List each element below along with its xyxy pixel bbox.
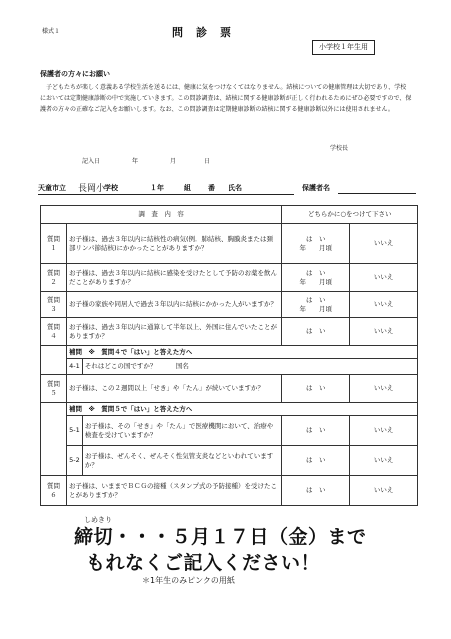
q1-label: 質問 １ xyxy=(41,224,67,264)
q3-yes-cell[interactable] xyxy=(282,292,350,318)
q4-yes[interactable]: は い xyxy=(282,318,350,346)
table-row xyxy=(41,318,418,346)
year-label: 年 xyxy=(132,158,139,165)
note-text: ＊1年生のみピンクの用紙 xyxy=(142,576,235,585)
sup5-2-label: 5-2 xyxy=(66,446,82,476)
q2-yes: は い xyxy=(305,268,326,277)
table-row xyxy=(41,416,418,446)
q1-yes: は い xyxy=(305,234,326,243)
q3-yes: は い xyxy=(305,295,326,304)
month-label: 月 xyxy=(170,158,177,165)
q1-when: 年 月頃 xyxy=(299,243,332,252)
class-label: 組 xyxy=(184,184,191,192)
q3-text: お子様の家族や同居人で過去３年以内に結核にかかった人がいますか？ xyxy=(66,292,281,318)
table-row xyxy=(41,446,418,476)
header-content: 調 査 内 容 xyxy=(41,206,282,224)
number-label: 番 xyxy=(208,184,215,192)
q1-yes-cell[interactable] xyxy=(282,224,350,264)
q1-no[interactable]: いいえ xyxy=(350,224,418,264)
greeting-body: 子どもたちが楽しく意義ある学校生活を送るには、健康に気をつけなくてはなりません。結核についての健康管理は大切であり、学校においては定期健康診断の中で実施していきます。この問診調査は、結核に関する健康診断が正しく行われるためにぜひ必要ですので、保護者の方々の正確なご記入をお願いします。なお、この問診調査は定期健康診断の結核に関する健康診断以外には使用されません。 xyxy=(40,84,412,113)
q4-no[interactable]: いいえ xyxy=(350,318,418,346)
q6-text: お子様は、いままでＢＣＧの接種（スタンプ式の予防接種）を受けたことがありますか？ xyxy=(66,476,281,506)
student-line xyxy=(38,194,294,195)
deadline-text: 締切・・・５月１７日（金）まで xyxy=(74,526,367,548)
request-text: もれなくご記入ください！ xyxy=(86,552,321,574)
sup4-heading: 補問 ※ 質問４で「はい」と答えた方へ xyxy=(66,346,417,359)
sup5-2-no[interactable]: いいえ xyxy=(350,446,418,476)
table-row xyxy=(41,359,418,375)
guardian-name-line xyxy=(338,193,416,194)
q6-label: 質問 ６ xyxy=(41,476,67,506)
table-row xyxy=(41,292,418,318)
sup4-1-text[interactable]: それはどこの国ですか？ 国名 xyxy=(82,359,417,375)
q2-no[interactable]: いいえ xyxy=(350,264,418,292)
sup5-heading: 補問 ※ 質問５で「はい」と答えた方へ xyxy=(66,403,417,416)
q6-yes[interactable]: は い xyxy=(282,476,350,506)
q3-when: 年 月頃 xyxy=(299,304,332,313)
sup5-1-text: お子様は、その「せき」や「たん」で医療機関において、治療や検査を受けていますか？ xyxy=(82,416,281,446)
q6-no[interactable]: いいえ xyxy=(350,476,418,506)
sup4-1-label: 4-1 xyxy=(66,359,82,375)
grade-label: １年 xyxy=(150,184,164,192)
q4-label: 質問 ４ xyxy=(41,318,67,346)
city-label: 天童市立 xyxy=(38,184,66,192)
sup5-2-text: お子様は、ぜんそく、ぜんそく性気管支炎などといわれていますか？ xyxy=(82,446,281,476)
table-row xyxy=(41,346,418,359)
sup5-2-yes[interactable]: は い xyxy=(282,446,350,476)
grade-box: 小学校１年生用 xyxy=(312,40,375,55)
date-label: 記入日 xyxy=(82,158,101,165)
day-label: 日 xyxy=(204,158,211,165)
q5-label: 質問 ５ xyxy=(41,375,67,403)
q3-label: 質問 ３ xyxy=(41,292,67,318)
header-answer: どちらかに○をつけて下さい xyxy=(282,206,418,224)
sup5-1-label: 5-1 xyxy=(66,416,82,446)
page-title: 問 診 票 xyxy=(172,26,232,39)
form-number: 様式１ xyxy=(42,28,61,35)
q2-text: お子様は、過去３年以内に結核に感染を受けたとして予防のお薬を飲んだことがありますか？ xyxy=(66,264,281,292)
q3-no[interactable]: いいえ xyxy=(350,292,418,318)
school-suffix: 学校 xyxy=(104,184,118,192)
table-row xyxy=(41,224,418,264)
q5-no[interactable]: いいえ xyxy=(350,375,418,403)
sup5-1-yes[interactable]: は い xyxy=(282,416,350,446)
school-name: 長岡小 xyxy=(78,184,106,194)
greeting-heading: 保護者の方々にお願い xyxy=(40,70,110,78)
q5-yes[interactable]: は い xyxy=(282,375,350,403)
table-row xyxy=(41,264,418,292)
q1-text: お子様は、過去３年以内に結核性の病気(例．肺結核、胸膜炎または頚部リンパ節結核)にかかったことがありますか？ xyxy=(66,224,281,264)
table-row xyxy=(41,375,418,403)
deadline-ruby: しめきり xyxy=(84,516,112,524)
table-row xyxy=(41,403,418,416)
sup5-1-no[interactable]: いいえ xyxy=(350,416,418,446)
questionnaire-table xyxy=(40,205,418,506)
student-name-label: 氏名 xyxy=(228,184,242,192)
q4-text: お子様は、過去３年以内に通算して半年以上、外国に住んでいたことがありますか？ xyxy=(66,318,281,346)
table-row xyxy=(41,476,418,506)
q2-when: 年 月頃 xyxy=(299,277,332,286)
q2-yes-cell[interactable] xyxy=(282,264,350,292)
q5-text: お子様は、この２週間以上「せき」や「たん」が続いていますか？ xyxy=(66,375,281,403)
guardian-name-label: 保護者名 xyxy=(302,184,330,192)
q2-label: 質問 ２ xyxy=(41,264,67,292)
greeting-signer: 学校長 xyxy=(330,145,349,152)
